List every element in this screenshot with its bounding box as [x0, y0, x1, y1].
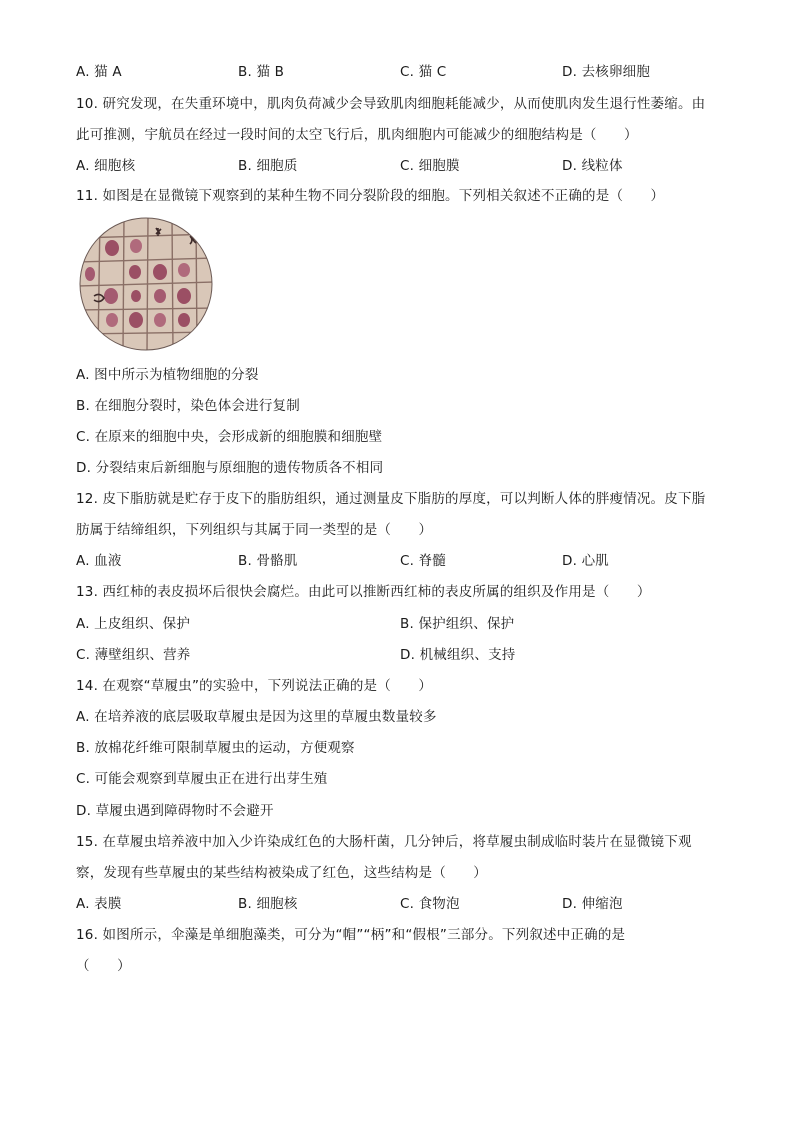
- q10-stem-line1: 10. 研究发现，在失重环境中，肌肉负荷减少会导致肌肉细胞耗能减少，从而使肌肉发生退行性萎缩。由: [76, 96, 706, 112]
- q10-option-b[interactable]: B. 细胞质: [238, 158, 298, 174]
- q12-option-b[interactable]: B. 骨骼肌: [238, 553, 298, 569]
- q9-option-d[interactable]: D. 去核卵细胞: [562, 64, 651, 80]
- q10-option-a[interactable]: A. 细胞核: [76, 158, 136, 174]
- q9-options: [76, 63, 726, 81]
- q10-options: [76, 157, 726, 175]
- micrograph-figure: [78, 216, 214, 352]
- q13-option-a[interactable]: A. 上皮组织、保护: [76, 616, 191, 632]
- q15-option-a[interactable]: A. 表膜: [76, 896, 122, 912]
- q11-option-b[interactable]: B. 在细胞分裂时，染色体会进行复制: [76, 398, 300, 414]
- q12-option-d[interactable]: D. 心肌: [562, 553, 609, 569]
- q10-stem-line2: 此可推测，宇航员在经过一段时间的太空飞行后，肌肉细胞内可能减少的细胞结构是（ ）: [76, 127, 638, 143]
- q11-option-c[interactable]: C. 在原来的细胞中央，会形成新的细胞膜和细胞壁: [76, 429, 383, 445]
- q13-option-d[interactable]: D. 机械组织、支持: [400, 647, 516, 663]
- q14-option-d[interactable]: D. 草履虫遇到障碍物时不会避开: [76, 803, 274, 819]
- q9-option-a[interactable]: A. 猫 A: [76, 64, 122, 80]
- q14-option-a[interactable]: A. 在培养液的底层吸取草履虫是因为这里的草履虫数量较多: [76, 709, 437, 725]
- q11-option-a[interactable]: A. 图中所示为植物细胞的分裂: [76, 367, 259, 383]
- q12-stem-line2: 肪属于结缔组织，下列组织与其属于同一类型的是（ ）: [76, 522, 433, 538]
- q13-option-b[interactable]: B. 保护组织、保护: [400, 616, 515, 632]
- q14-option-b[interactable]: B. 放棉花纤维可限制草履虫的运动，方便观察: [76, 740, 355, 756]
- q12-stem-line1: 12. 皮下脂肪就是贮存于皮下的脂肪组织，通过测量皮下脂肪的厚度，可以判断人体的胖瘦情况。皮下脂: [76, 491, 706, 507]
- q15-option-d[interactable]: D. 伸缩泡: [562, 896, 623, 912]
- q14-stem: 14. 在观察“草履虫”的实验中，下列说法正确的是（ ）: [76, 678, 433, 694]
- q9-option-c[interactable]: C. 猫 C: [400, 64, 447, 80]
- q13-option-c[interactable]: C. 薄壁组织、营养: [76, 647, 191, 663]
- q13-stem: 13. 西红柿的表皮损坏后很快会腐烂。由此可以推断西红柿的表皮所属的组织及作用是（ ）: [76, 584, 651, 600]
- q10-option-d[interactable]: D. 线粒体: [562, 158, 623, 174]
- q12-options: [76, 552, 726, 570]
- q14-option-c[interactable]: C. 可能会观察到草履虫正在进行出芽生殖: [76, 771, 328, 787]
- plant-cell-division-micrograph: [78, 216, 214, 352]
- q10-option-c[interactable]: C. 细胞膜: [400, 158, 460, 174]
- q12-option-a[interactable]: A. 血液: [76, 553, 122, 569]
- q11-stem: 11. 如图是在显微镜下观察到的某种生物不同分裂阶段的细胞。下列相关叙述不正确的是（ ）: [76, 188, 665, 204]
- q15-options: [76, 895, 726, 913]
- q13-options-row2: [76, 646, 726, 664]
- q11-option-d[interactable]: D. 分裂结束后新细胞与原细胞的遗传物质各不相同: [76, 460, 384, 476]
- q16-stem-line1: 16. 如图所示，伞藻是单细胞藻类，可分为“帽”“柄”和“假根”三部分。下列叙述中正确的是: [76, 927, 626, 943]
- q12-option-c[interactable]: C. 脊髓: [400, 553, 447, 569]
- q15-option-c[interactable]: C. 食物泡: [400, 896, 460, 912]
- q15-option-b[interactable]: B. 细胞核: [238, 896, 298, 912]
- q15-stem-line1: 15. 在草履虫培养液中加入少许染成红色的大肠杆菌，几分钟后，将草履虫制成临时装片在显微镜下观: [76, 834, 692, 850]
- q16-stem-line2: （ ）: [76, 958, 131, 974]
- q15-stem-line2: 察，发现有些草履虫的某些结构被染成了红色，这些结构是（ ）: [76, 865, 487, 881]
- q13-options-row1: [76, 615, 726, 633]
- q9-option-b[interactable]: B. 猫 B: [238, 64, 285, 80]
